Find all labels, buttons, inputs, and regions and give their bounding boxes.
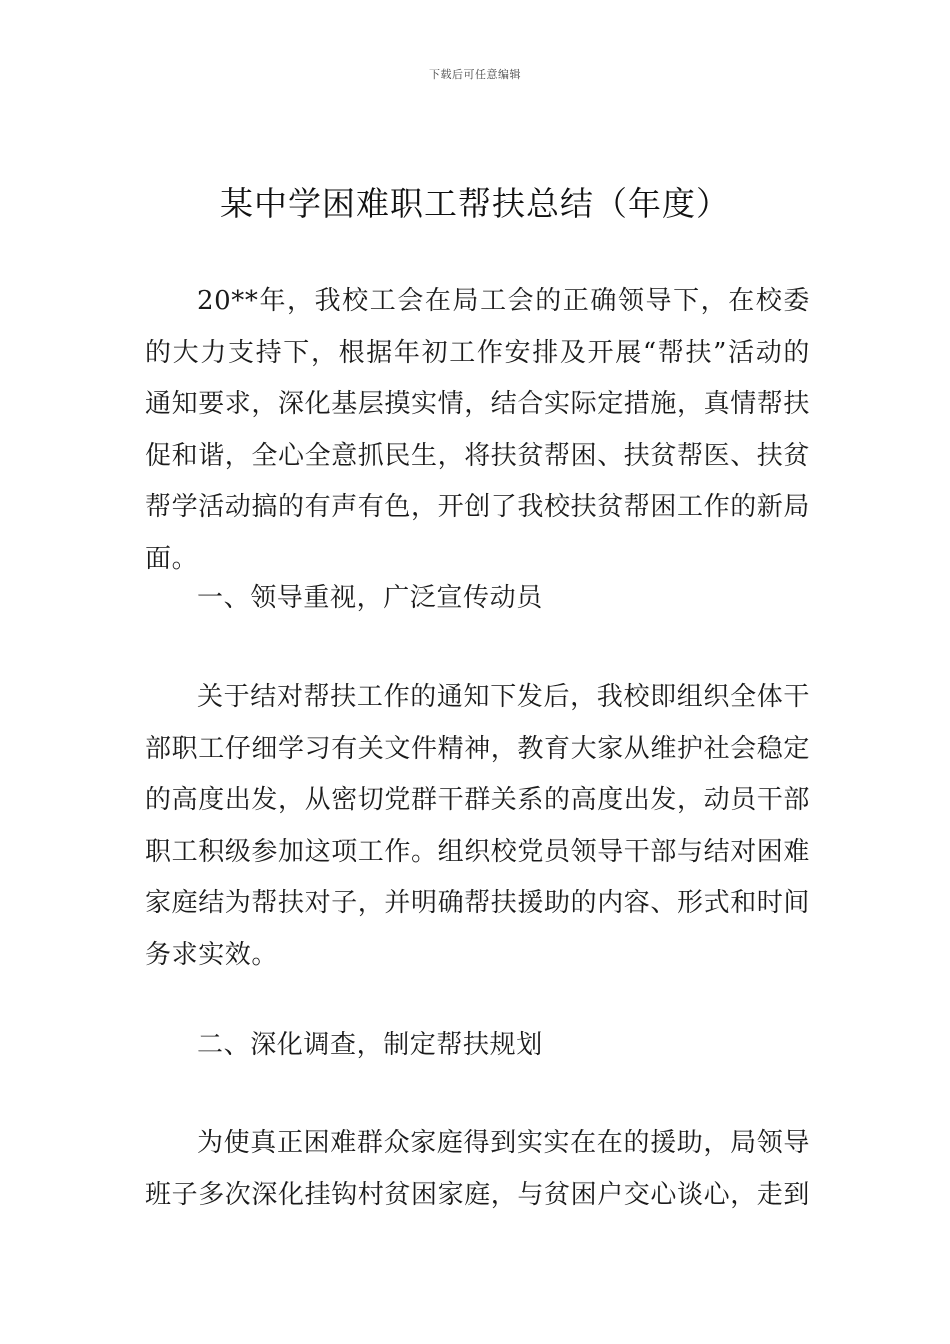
section2-heading-block (145, 1020, 810, 1072)
section1-heading: 一、领导重视，广泛宣传动员 (197, 583, 543, 613)
section2-paragraph: 为使真正困难群众家庭得到实实在在的援助，局领导班子多次深化挂钩村贫困家庭，与贫困户交心谈心，走到 (145, 1128, 811, 1210)
intro-paragraph-block (145, 276, 810, 585)
section1-paragraph-block (145, 672, 810, 981)
document-title: 某中学困难职工帮扶总结（年度） (220, 184, 730, 223)
section2-paragraph-block (145, 1118, 810, 1221)
header-note: 下载后可任意编辑 (429, 68, 521, 81)
intro-paragraph: 20**年，我校工会在局工会的正确领导下，在校委的大力支持下，根据年初工作安排及开展“帮扶”活动的通知要求，深化基层摸实情，结合实际定措施，真情帮扶促和谐，全心全意抓民生，将扶贫帮困、扶贫帮医、扶贫帮学活动搞的有声有色，开创了我校扶贫帮困工作的新局面。 (145, 286, 811, 574)
section2-heading: 二、深化调查，制定帮扶规划 (197, 1030, 543, 1060)
section1-heading-block (145, 573, 810, 625)
section1-paragraph: 关于结对帮扶工作的通知下发后，我校即组织全体干部职工仔细学习有关文件精神，教育大家从维护社会稳定的高度出发，从密切党群干群关系的高度出发，动员干部职工积级参加这项工作。组织校党员领导干部与结对困难家庭结为帮扶对子，并明确帮扶援助的内容、形式和时间务求实效。 (145, 682, 811, 970)
